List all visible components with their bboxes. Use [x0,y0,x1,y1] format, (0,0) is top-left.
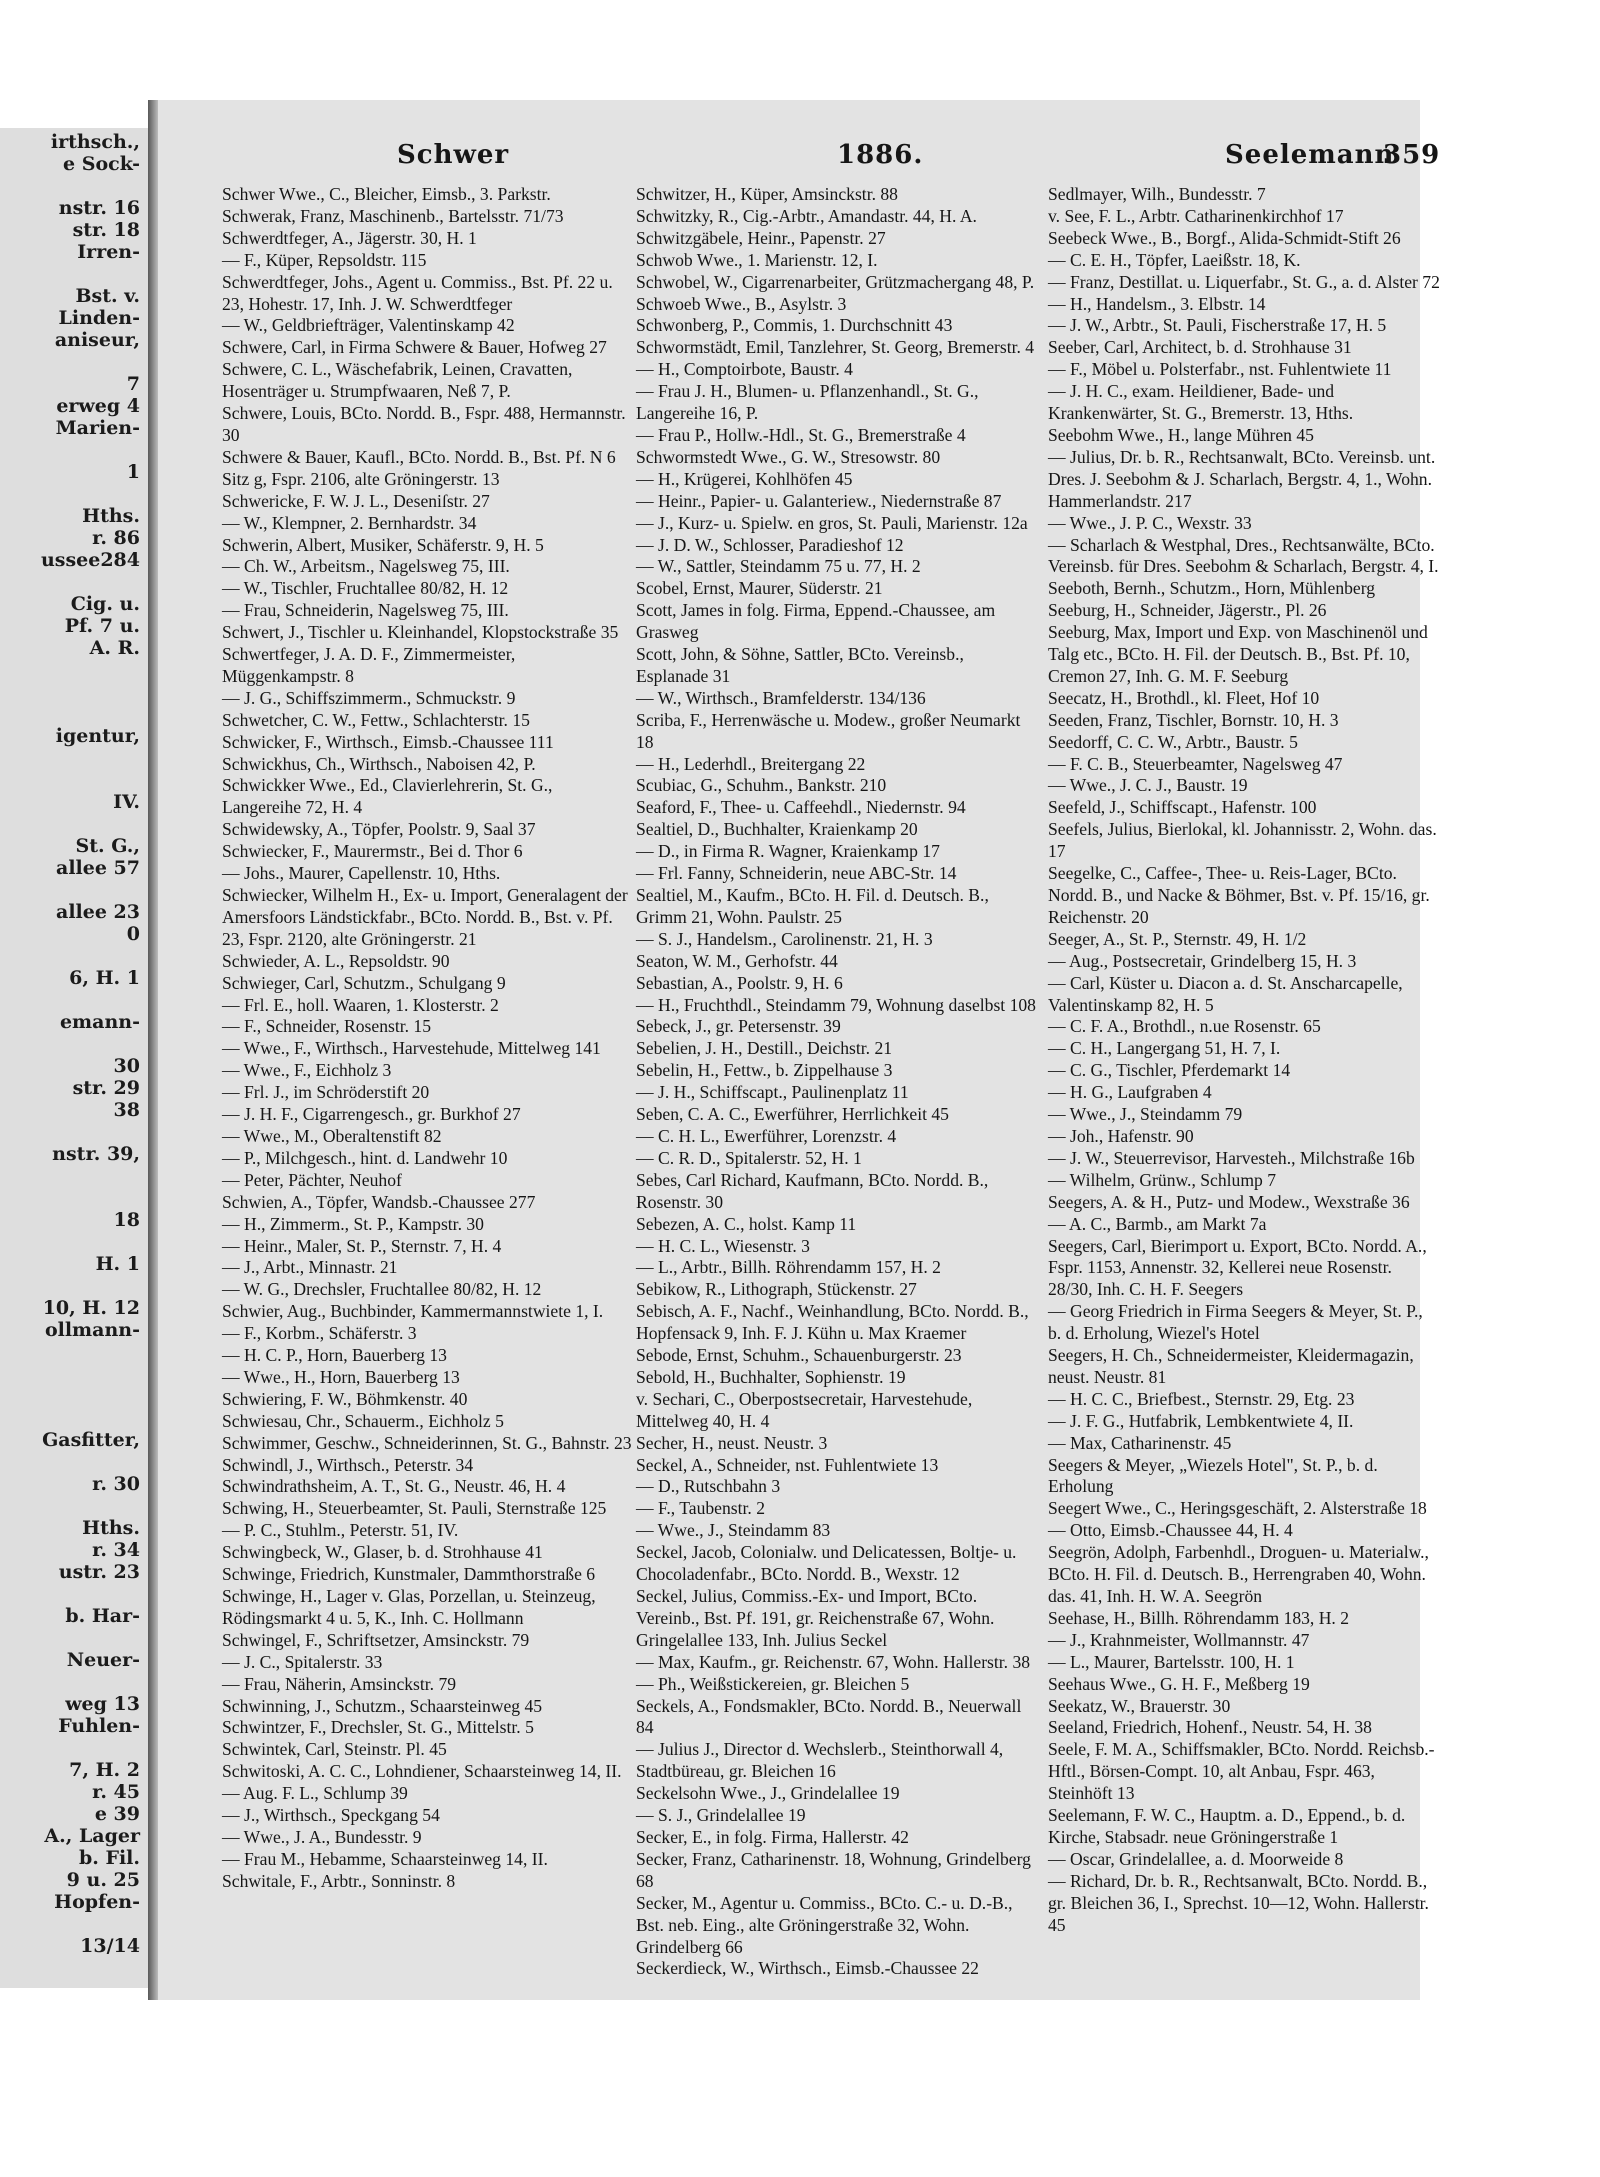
header-year: 1886. [837,140,924,170]
directory-entry: — F. C. B., Steuerbeamter, Nagelsweg 47 [1048,753,1343,774]
directory-entry: Seaton, W. M., Gerhofstr. 44 [636,950,838,971]
directory-entry: Scriba, F., Herrenwäsche u. Modew., großer Neumarkt 18 [636,709,1025,752]
left-page-fragment: 6, H. 1 [69,967,140,989]
directory-entry: Schwertfeger, J. A. D. F., Zimmermeister, Müggenkampstr. 8 [222,644,520,686]
directory-entry: Seeburg, H., Schneider, Jägerstr., Pl. 26 [1048,600,1327,621]
directory-entry: Seedorff, C. C. W., Arbtr., Baustr. 5 [1048,731,1298,752]
directory-entry: — Wwe., M., Oberaltenstift 82 [222,1125,442,1146]
directory-entry: — Wwe., H., Horn, Bauerberg 13 [222,1366,460,1387]
directory-entry: — Wwe., J. C. J., Baustr. 19 [1048,775,1248,796]
directory-entry: — D., in Firma R. Wagner, Kraienkamp 17 [636,841,940,862]
directory-entry: Seegers, H. Ch., Schneidermeister, Kleidermagazin, neust. Neustr. 81 [1048,1345,1419,1387]
directory-entry: Sealtiel, M., Kaufm., BCto. H. Fil. d. Deutsch. B., Grimm 21, Wohn. Paulstr. 25 [636,885,994,927]
directory-entry: — Scharlach & Westphal, Dres., Rechtsanwälte, BCto. Vereinsb. für Dres. Seebohm & Scharlach, Bergstr. 4, I. [1048,534,1439,577]
directory-entry: Schwoeb Wwe., B., Asylstr. 3 [636,293,847,314]
directory-entry: Schwitzer, H., Küper, Amsinckstr. 88 [636,184,898,204]
directory-entry: — W., Tischler, Fruchtallee 80/82, H. 12 [222,578,509,599]
directory-entry: — W., Wirthsch., Bramfelderstr. 134/136 [636,687,926,708]
left-page-fragment: Linden- [58,307,140,329]
directory-entry: — C. R. D., Spitalerstr. 52, H. 1 [636,1147,862,1168]
directory-entry: — J. H., Schiffscapt., Paulinenplatz 11 [636,1082,909,1103]
directory-entry: — Aug. F. L., Schlump 39 [222,1783,408,1804]
directory-entry: Seeland, Friedrich, Hohenf., Neustr. 54, H. 38 [1048,1717,1372,1738]
directory-entry: — F., Möbel u. Polsterfabr., nst. Fuhlentwiete 11 [1048,359,1392,380]
directory-entry: — Johs., Maurer, Capellenstr. 10, Hths. [222,863,501,884]
directory-entry: Seele, F. M. A., Schiffsmakler, BCto. Nordd. Reichsb.-Hftl., Börsen-Compt. 10, alt Anbau, Fspr. 463, Steinhöft 13 [1048,1739,1435,1804]
left-page-fragment: ustr. 23 [58,1561,140,1583]
directory-entry: — Max, Catharinenstr. 45 [1048,1432,1232,1453]
directory-entry: — H. C. L., Wiesenstr. 3 [636,1235,810,1256]
left-page-fragment: A. R. [89,637,140,659]
left-page-fragment: weg 13 [65,1693,140,1715]
left-page-fragment: 10, H. 12 [42,1297,140,1319]
directory-entry: Schwintzer, F., Drechsler, St. G., Mittelstr. 5 [222,1717,534,1738]
page-number: 359 [1383,140,1441,170]
left-page-fragment: b. Fil. [78,1847,140,1869]
left-page-fragment: ollmann- [44,1319,140,1341]
directory-entry: Seegers, A. & H., Putz- und Modew., Wexstraße 36 [1048,1191,1410,1212]
left-page-fragment: 18 [113,1209,140,1231]
directory-column-2 [636,184,1040,1980]
directory-entry: Secker, Franz, Catharinenstr. 18, Wohnung, Grindelberg 68 [636,1848,1036,1891]
left-page-fragment: 1 [126,461,140,483]
directory-entry: Seegrön, Adolph, Farbenhdl., Droguen- u. Materialw., BCto. H. Fil. d. Deutsch. B., Herrengraben 40, Wohn. das. 41, Inh. H. W. A. Seegrön [1048,1542,1434,1606]
left-page-fragment: nstr. 39, [52,1143,140,1165]
left-page-fragment: H. 1 [95,1253,140,1275]
left-page-fragment: irthsch., [50,131,140,153]
directory-entry: Schwieder, A. L., Repsoldstr. 90 [222,950,450,971]
directory-entry: — Julius J., Director d. Wechslerb., Steinthorwall 4, Stadtbüreau, gr. Bleichen 16 [636,1739,1008,1782]
left-page-fragment: Cig. u. [70,593,140,615]
directory-entry: Schwitzgäbele, Heinr., Papenstr. 27 [636,227,886,248]
directory-entry: Schwere & Bauer, Kaufl., BCto. Nordd. B., Bst. Pf. N 6 Sitz g, Fspr. 2106, alte Gröningerstr. 13 [222,446,621,489]
directory-entry: Schwob Wwe., 1. Marienstr. 12, I. [636,249,878,270]
directory-entry: Schwickhus, Ch., Wirthsch., Naboisen 42, P. [222,753,536,774]
directory-entry: — C. G., Tischler, Pferdemarkt 14 [1048,1060,1291,1081]
directory-entry: — H. C. P., Horn, Bauerberg 13 [222,1345,447,1366]
directory-entry: — H. C. C., Briefbest., Sternstr. 29, Etg. 23 [1048,1388,1355,1409]
directory-entry: — Wwe., F., Wirthsch., Harvestehude, Mittelweg 141 [222,1038,601,1059]
directory-entry: Schwieger, Carl, Schutzm., Schulgang 9 [222,972,506,993]
directory-entry: Sebode, Ernst, Schuhm., Schauenburgerstr. 23 [636,1345,962,1366]
directory-entry: — L., Arbtr., Billh. Röhrendamm 157, H. 2 [636,1257,941,1278]
directory-entry: Secker, E., in folg. Firma, Hallerstr. 42 [636,1826,909,1847]
directory-entry: Seekatz, W., Brauerstr. 30 [1048,1695,1231,1716]
directory-entry: Schwidewsky, A., Töpfer, Poolstr. 9, Saal 37 [222,819,536,840]
directory-entry: Schwicker, F., Wirthsch., Eimsb.-Chaussee 111 [222,731,554,752]
directory-entry: — H., Fruchthdl., Steindamm 79, Wohnung daselbst 108 [636,994,1036,1015]
directory-entry: Schwiecker, F., Maurermstr., Bei d. Thor 6 [222,841,523,862]
directory-entry: Seegers & Meyer, „Wiezels Hotel", St. P., b. d. Erholung [1048,1454,1383,1497]
directory-entry: Schwitzky, R., Cig.-Arbtr., Amandastr. 44, H. A. [636,205,977,226]
directory-entry: Schwerin, Albert, Musiker, Schäferstr. 9, H. 5 [222,534,544,555]
directory-entry: Schwinge, H., Lager v. Glas, Porzellan, u. Steinzeug, Rödingsmarkt 4 u. 5, K., Inh. C. Hollmann [222,1586,601,1628]
directory-entry: Seefels, Julius, Bierlokal, kl. Johannisstr. 2, Wohn. das. 17 [1048,819,1442,862]
left-page-fragment: Pf. 7 u. [64,615,140,637]
directory-entry: — J. D. W., Schlosser, Paradieshof 12 [636,534,904,555]
left-page-fragment: Neuer- [66,1649,140,1671]
left-page-fragment: Gasfitter, [42,1429,140,1451]
directory-entry: Seckel, A., Schneider, nst. Fuhlentwiete 13 [636,1454,939,1475]
directory-entry: Sebezen, A. C., holst. Kamp 11 [636,1213,857,1234]
directory-entry: — Franz, Destillat. u. Liquerfabr., St. G., a. d. Alster 72 [1048,271,1440,292]
directory-entry: — L., Maurer, Bartelsstr. 100, H. 1 [1048,1651,1295,1672]
directory-entry: Schwitale, F., Arbtr., Sonninstr. 8 [222,1870,456,1891]
directory-entry: Seckel, Jacob, Colonialw. und Delicatessen, Boltje- u. Chocoladenfabr., BCto. Nordd. B., Wexstr. 12 [636,1542,1021,1585]
directory-entry: Schwintek, Carl, Steinstr. Pl. 45 [222,1739,447,1760]
left-page-fragment: 30 [113,1055,140,1077]
directory-entry: — Frau M., Hebamme, Schaarsteinweg 14, II. [222,1848,548,1869]
directory-entry: Schwert, J., Tischler u. Kleinhandel, Klopstockstraße 35 [222,622,619,643]
directory-entry: Seegelke, C., Caffee-, Thee- u. Reis-Lager, BCto. Nordd. B., und Nacke & Böhmer, Bst. v. Pf. 15/16, gr. Reichenstr. 20 [1048,863,1435,927]
directory-entry: — Frl. E., holl. Waaren, 1. Klosterstr. 2 [222,994,499,1015]
left-page-fragment: r. 86 [92,527,140,549]
left-page-sliver [0,128,148,1988]
directory-entry: Seefeld, J., Schiffscapt., Hafenstr. 100 [1048,797,1317,818]
directory-entry: Sebold, H., Buchhalter, Sophienstr. 19 [636,1366,906,1387]
left-page-fragment: Hths. [82,1517,140,1539]
directory-entry: Schwier, Aug., Buchbinder, Kammermannstwiete 1, I. [222,1301,604,1322]
directory-entry: — W., Geldbriefträger, Valentinskamp 42 [222,315,515,336]
directory-entry: — H. G., Laufgraben 4 [1048,1082,1212,1103]
left-page-fragment: allee 23 [56,901,140,923]
directory-entry: — H., Handelsm., 3. Elbstr. 14 [1048,293,1266,314]
directory-entry: Scott, John, & Söhne, Sattler, BCto. Vereinsb., Esplanade 31 [636,644,969,686]
directory-entry: — J. C., Spitalerstr. 33 [222,1651,383,1672]
left-page-fragment: Hopfen- [54,1891,140,1913]
directory-column-3 [1048,184,1440,1937]
directory-entry: — W., Klempner, 2. Bernhardstr. 34 [222,512,477,533]
directory-entry: — Wwe., J. P. C., Wexstr. 33 [1048,512,1252,533]
directory-entry: Seckel, Julius, Commiss.-Ex- und Import, BCto. Vereinb., Bst. Pf. 191, gr. Reichenstraße 67, Wohn. Gringelallee 133, Inh. Julius Seckel [636,1586,999,1650]
directory-entry: Schwinning, J., Schutzm., Schaarsteinweg 45 [222,1695,543,1716]
directory-entry: Seebeck Wwe., B., Borgf., Alida-Schmidt-Stift 26 [1048,227,1401,248]
directory-entry: Sebisch, A. F., Nachf., Weinhandlung, BCto. Nordd. B., Hopfensack 9, Inh. F. J. Kühn u. Max Kraemer [636,1301,1034,1344]
directory-entry: Schwere, Louis, BCto. Nordd. B., Fspr. 488, Hermannstr. 30 [222,403,631,445]
left-page-fragment: Fuhlen- [58,1715,140,1737]
directory-entry: — Max, Kaufm., gr. Reichenstr. 67, Wohn. Hallerstr. 38 [636,1651,1031,1672]
directory-entry: — Frau P., Hollw.-Hdl., St. G., Bremerstraße 4 [636,424,966,445]
directory-entry: Schwerdtfeger, A., Jägerstr. 30, H. 1 [222,227,477,248]
directory-entry: Seeger, A., St. P., Sternstr. 49, H. 1/2 [1048,928,1307,949]
directory-entry: Schwormstädt, Emil, Tanzlehrer, St. Georg, Bremerstr. 4 [636,337,1035,358]
directory-entry: Schwiesau, Chr., Schauerm., Eichholz 5 [222,1410,504,1431]
directory-entry: — Frl. J., im Schröderstift 20 [222,1082,430,1103]
directory-entry: — Heinr., Maler, St. P., Sternstr. 7, H. 4 [222,1235,502,1256]
left-page-fragment: 13/14 [80,1935,140,1957]
directory-entry: Secher, H., neust. Neustr. 3 [636,1432,828,1453]
directory-entry: Schwickker Wwe., Ed., Clavierlehrerin, St. G., Langereihe 72, H. 4 [222,775,557,818]
directory-entry: — Otto, Eimsb.-Chaussee 44, H. 4 [1048,1520,1293,1541]
directory-entry: — A. C., Barmb., am Markt 7a [1048,1213,1267,1234]
directory-entry: Schwericke, F. W. J. L., Deseniſstr. 27 [222,490,490,511]
directory-entry: Seebohm Wwe., H., lange Mühren 45 [1048,424,1314,445]
directory-entry: — Ch. W., Arbeitsm., Nagelsweg 75, III. [222,556,510,577]
left-page-fragment: IV. [113,791,140,813]
directory-entry: — C. F. A., Brothdl., n.ue Rosenstr. 65 [1048,1016,1321,1037]
directory-entry: — D., Rutschbahn 3 [636,1476,781,1497]
directory-entry: Schwindrathsheim, A. T., St. G., Neustr. 46, H. 4 [222,1476,566,1497]
left-page-fragment: 9 u. 25 [66,1869,140,1891]
directory-entry: Schwiecker, Wilhelm H., Ex- u. Import, Generalagent der Amersfoors Ländstickfabr., BCto. Nordd. B., Bst. v. Pf. 23, Fspr. 2120, alte Gröningerstr. 21 [222,885,632,949]
directory-entry: Seehaus Wwe., G. H. F., Meßberg 19 [1048,1673,1310,1694]
directory-entry: Schwormstedt Wwe., G. W., Stresowstr. 80 [636,446,941,467]
directory-entry: — Oscar, Grindelallee, a. d. Moorweide 8 [1048,1848,1344,1869]
directory-entry: Schwere, C. L., Wäschefabrik, Leinen, Cravatten, Hosenträger u. Strumpfwaaren, Neß 7, P. [222,359,577,402]
directory-entry: — H., Krügerei, Kohlhöfen 45 [636,468,853,489]
directory-entry: Schwetcher, C. W., Fettw., Schlachterstr. 15 [222,709,530,730]
directory-entry: — Frl. Fanny, Schneiderin, neue ABC-Str. 14 [636,863,957,884]
left-page-fragment: 38 [113,1099,140,1121]
left-page-fragment: 7 [126,373,140,395]
left-page-fragment: r. 30 [92,1473,140,1495]
left-page-fragment: nstr. 16 [58,197,140,219]
directory-entry: Seckels, A., Fondsmakler, BCto. Nordd. B., Neuerwall 84 [636,1695,1026,1738]
header-right-keyword: Seelemann [1225,140,1395,170]
left-page-fragment: igentur, [55,725,140,747]
directory-entry: — Frau, Schneiderin, Nagelsweg 75, III. [222,600,509,621]
directory-entry: Schwiering, F. W., Böhmkenstr. 40 [222,1388,468,1409]
directory-entry: — J. H. C., exam. Heildiener, Bade- und Krankenwärter, St. G., Bremerstr. 13, Hths. [1048,381,1354,424]
directory-entry: Seckerdieck, W., Wirthsch., Eimsb.-Chaussee 22 [636,1958,979,1979]
left-page-fragment: emann- [59,1011,140,1033]
directory-entry: Seeboth, Bernh., Schutzm., Horn, Mühlenberg [1048,578,1376,599]
directory-entry: — J. H. F., Cigarrengesch., gr. Burkhof 27 [222,1104,521,1125]
directory-entry: — J. W., Arbtr., St. Pauli, Fischerstraße 17, H. 5 [1048,315,1387,336]
directory-entry: Seehase, H., Billh. Röhrendamm 183, H. 2 [1048,1607,1350,1628]
directory-entry: Schwerak, Franz, Maschinenb., Bartelsstr. 71/73 [222,205,564,226]
directory-entry: Sealtiel, D., Buchhalter, Kraienkamp 20 [636,819,918,840]
directory-entry: — J., Krahnmeister, Wollmannstr. 47 [1048,1629,1310,1650]
directory-entry: — J. F. G., Hutfabrik, Lembkentwiete 4, II. [1048,1410,1354,1431]
directory-entry: — F., Korbm., Schäferstr. 3 [222,1323,417,1344]
left-page-fragment: e 39 [94,1803,140,1825]
book-gutter [148,100,158,2000]
directory-entry: Seaford, F., Thee- u. Caffeehdl., Niedernstr. 94 [636,797,966,818]
directory-entry: Schwitoski, A. C. C., Lohndiener, Schaarsteinweg 14, II. [222,1761,622,1782]
directory-entry: Seeburg, Max, Import und Exp. von Maschinenöl und Talg etc., BCto. H. Fil. der Deutsch. B., Bst. Pf. 10, Cremon 27, Inh. G. M. F. Seeburg [1048,622,1432,686]
directory-entry: — S. J., Grindelallee 19 [636,1805,806,1826]
left-page-fragment: Irren- [77,241,140,263]
directory-entry: — H., Zimmerm., St. P., Kampstr. 30 [222,1213,484,1234]
directory-entry: — Peter, Pächter, Neuhof [222,1169,402,1190]
directory-entry: Schwimmer, Geschw., Schneiderinnen, St. G., Bahnstr. 23 [222,1432,632,1453]
left-page-fragment: ussee284 [40,549,140,571]
directory-entry: Scobel, Ernst, Maurer, Süderstr. 21 [636,578,883,599]
left-page-fragment: Marien- [55,417,140,439]
directory-entry: — H., Comptoirbote, Baustr. 4 [636,359,853,380]
directory-entry: — Aug., Postsecretair, Grindelberg 15, H. 3 [1048,950,1357,971]
directory-entry: Scubiac, G., Schuhm., Bankstr. 210 [636,775,887,796]
directory-entry: — Julius, Dr. b. R., Rechtsanwalt, BCto. Vereinsb. unt. Dres. J. Seebohm & J. Scharlach, Bergstr. 4, 1., Wohn. Hammerlandstr. 217 [1048,446,1440,511]
left-page-fragment: allee 57 [56,857,140,879]
directory-entry: — C. H., Langergang 51, H. 7, I. [1048,1038,1281,1059]
directory-entry: Schwien, A., Töpfer, Wandsb.-Chaussee 277 [222,1191,536,1212]
directory-entry: v. Sechari, C., Oberpostsecretair, Harvestehude, Mittelweg 40, H. 4 [636,1388,977,1431]
directory-entry: — F., Taubenstr. 2 [636,1498,765,1519]
directory-entry: — Georg Friedrich in Firma Seegers & Meyer, St. P., b. d. Erholung, Wiezel's Hotel [1048,1301,1428,1344]
directory-entry: — Frau, Näherin, Amsinckstr. 79 [222,1673,457,1694]
directory-entry: — F., Schneider, Rosenstr. 15 [222,1016,432,1037]
directory-entry: Secker, M., Agentur u. Commiss., BCto. C.- u. D.-B., Bst. neb. Eing., alte Gröningerstraße 32, Wohn. Grindelberg 66 [636,1892,1017,1957]
directory-entry: Seckelsohn Wwe., J., Grindelallee 19 [636,1783,900,1804]
directory-entry: — J., Kurz- u. Spielw. en gros, St. Pauli, Marienstr. 12a [636,512,1028,533]
directory-entry: Schwobel, W., Cigarrenarbeiter, Grützmachergang 48, P. [636,271,1035,292]
directory-entry: — Frau J. H., Blumen- u. Pflanzenhandl., St. G., Langereihe 16, P. [636,381,983,424]
directory-entry: Schwonberg, P., Commis, 1. Durchschnitt 43 [636,315,953,336]
directory-entry: Seeden, Franz, Tischler, Bornstr. 10, H. 3 [1048,709,1339,730]
directory-entry: — H., Lederhdl., Breitergang 22 [636,753,866,774]
left-page-fragment: 7, H. 2 [69,1759,140,1781]
directory-entry: — Wwe., F., Eichholz 3 [222,1060,392,1081]
directory-entry: — J., Wirthsch., Speckgang 54 [222,1805,440,1826]
directory-entry: — Ph., Weißstickereien, gr. Bleichen 5 [636,1673,910,1694]
directory-entry: Schwer Wwe., C., Bleicher, Eimsb., 3. Parkstr. [222,184,551,204]
directory-entry: — Carl, Küster u. Diacon a. d. St. Anscharcapelle, Valentinskamp 82, H. 5 [1048,972,1407,1015]
left-page-fragment: r. 45 [92,1781,140,1803]
directory-entry: — Wwe., J., Steindamm 83 [636,1520,831,1541]
directory-entry: Scott, James in folg. Firma, Eppend.-Chaussee, am Grasweg [636,600,1000,643]
directory-entry: Schwere, Carl, in Firma Schwere & Bauer, Hofweg 27 [222,337,607,358]
directory-entry: v. See, F. L., Arbtr. Catharinenkirchhof 17 [1048,205,1344,226]
directory-entry: — C. H. L., Ewerführer, Lorenzstr. 4 [636,1125,897,1146]
directory-entry: Sebikow, R., Lithograph, Stückenstr. 27 [636,1279,917,1300]
directory-entry: — J. W., Steuerrevisor, Harvesteh., Milchstraße 16b [1048,1147,1415,1168]
directory-entry: — C. E. H., Töpfer, Laeißstr. 18, K. [1048,249,1301,270]
directory-entry: Sebeck, J., gr. Petersenstr. 39 [636,1016,841,1037]
directory-entry: — S. J., Handelsm., Carolinenstr. 21, H. 3 [636,928,933,949]
left-page-fragment: r. 34 [92,1539,140,1561]
directory-entry: Sebastian, A., Poolstr. 9, H. 6 [636,972,843,993]
page-header [225,140,1445,180]
left-page-fragment: 0 [126,923,140,945]
left-page-fragment: aniseur, [54,329,140,351]
directory-entry: Seeber, Carl, Architect, b. d. Strohhause 31 [1048,337,1352,358]
directory-entry: — P., Milchgesch., hint. d. Landwehr 10 [222,1147,508,1168]
directory-entry: — Wwe., J., Steindamm 79 [1048,1104,1243,1125]
directory-entry: Schwing, H., Steuerbeamter, St. Pauli, Sternstraße 125 [222,1498,607,1519]
directory-entry: Sedlmayer, Wilh., Bundesstr. 7 [1048,184,1266,204]
directory-entry: Seegers, Carl, Bierimport u. Export, BCto. Nordd. A., Fspr. 1153, Annenstr. 32, Kellerei neue Rosenstr. 28/30, Inh. C. H. F. Seegers [1048,1235,1432,1300]
directory-entry: — Heinr., Papier- u. Galanteriew., Niedernstraße 87 [636,490,1002,511]
directory-entry: Seecatz, H., Brothdl., kl. Fleet, Hof 10 [1048,687,1320,708]
left-page-fragment: erweg 4 [56,395,140,417]
directory-entry: — F., Küper, Repsoldstr. 115 [222,249,427,270]
directory-entry: — Wilhelm, Grünw., Schlump 7 [1048,1169,1276,1190]
directory-entry: Seelemann, F. W. C., Hauptm. a. D., Eppend., b. d. Kirche, Stabsadr. neue Gröningerstraße 1 [1048,1805,1410,1847]
left-page-fragment: A., Lager [44,1825,140,1847]
left-page-fragment: Hths. [82,505,140,527]
directory-entry: — Wwe., J. A., Bundesstr. 9 [222,1826,422,1847]
directory-entry: Seben, C. A. C., Ewerführer, Herrlichkeit 45 [636,1104,949,1125]
directory-entry: Schwingbeck, W., Glaser, b. d. Strohhause 41 [222,1542,543,1563]
directory-entry: Sebelien, J. H., Destill., Deichstr. 21 [636,1038,893,1059]
left-page-fragment: Bst. v. [75,285,140,307]
directory-entry: — J. G., Schiffszimmerm., Schmuckstr. 9 [222,687,516,708]
left-page-fragment: str. 29 [72,1077,140,1099]
directory-entry: — P. C., Stuhlm., Peterstr. 51, IV. [222,1520,459,1541]
directory-entry: — Richard, Dr. b. R., Rechtsanwalt, BCto. Nordd. B., gr. Bleichen 36, I., Sprechst. 10—12, Wohn. Hallerstr. 45 [1048,1870,1434,1935]
directory-entry: — J., Arbt., Minnastr. 21 [222,1257,398,1278]
directory-entry: — W., Sattler, Steindamm 75 u. 77, H. 2 [636,556,921,577]
directory-entry: Schwindl, J., Wirthsch., Peterstr. 34 [222,1454,474,1475]
left-page-fragment: str. 18 [72,219,140,241]
left-page-fragment: St. G., [75,835,140,857]
directory-entry: Schwingel, F., Schriftsetzer, Amsinckstr. 79 [222,1629,530,1650]
directory-entry: Seegert Wwe., C., Heringsgeschäft, 2. Alsterstraße 18 [1048,1498,1427,1519]
directory-entry: Schwinge, Friedrich, Kunstmaler, Dammthorstraße 6 [222,1564,596,1585]
header-left-keyword: Schwer [397,140,510,170]
left-page-fragment: b. Har- [65,1605,140,1627]
directory-entry: — W. G., Drechsler, Fruchtallee 80/82, H. 12 [222,1279,542,1300]
left-page-fragment: e Sock- [63,153,140,175]
directory-entry: Sebes, Carl Richard, Kaufmann, BCto. Nordd. B., Rosenstr. 30 [636,1169,993,1212]
directory-entry: — Joh., Hafenstr. 90 [1048,1125,1194,1146]
directory-column-1 [222,184,632,1893]
directory-entry: Sebelin, H., Fettw., b. Zippelhause 3 [636,1060,893,1081]
directory-entry: Schwerdtfeger, Johs., Agent u. Commiss., Bst. Pf. 22 u. 23, Hohestr. 17, Inh. J. W. Schwerdtfeger [222,271,618,314]
